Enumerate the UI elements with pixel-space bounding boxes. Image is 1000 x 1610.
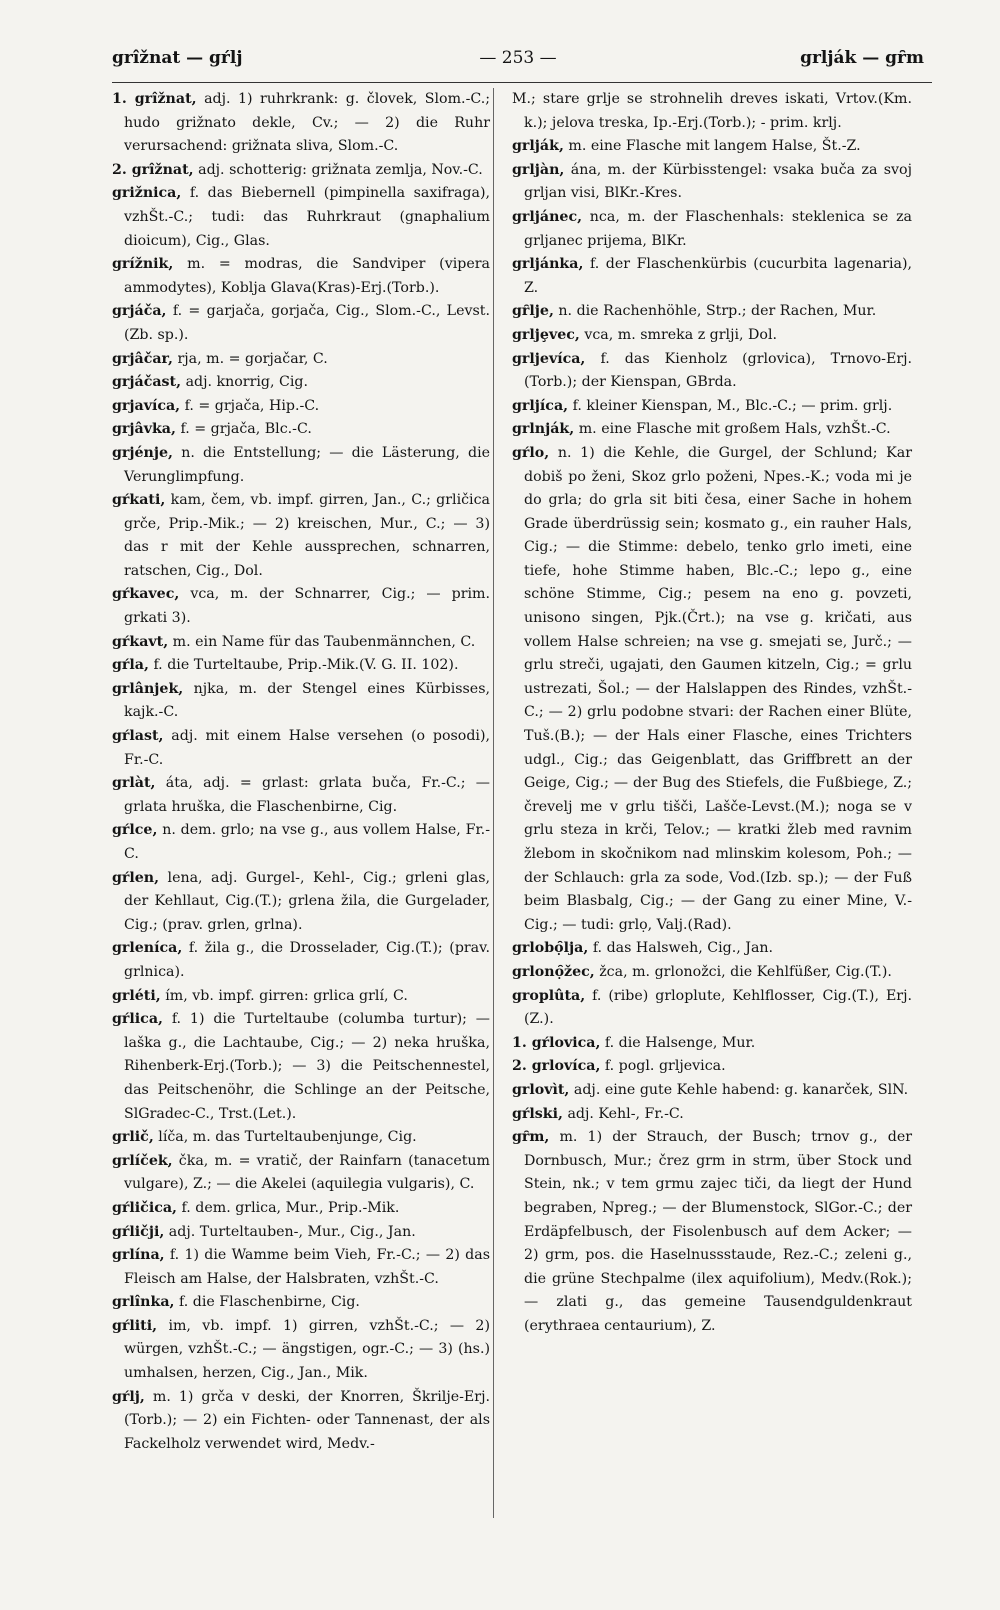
entry-definition: f. 1) die Turteltaube (columba turtur); — laška g., die Lachtaube, Cig.; — 2) neka hruška, Rihenberk-Erj.(Torb.); — 3) die Peitschennestel, das Peitschenöhr, die Schlinge an der Peitsche, SlGradec-C., Trst.(Let.). <box>124 1011 490 1122</box>
entry-definition: m. eine Flasche mit großem Hals, vzhŠt.-C. <box>578 421 891 438</box>
entry-definition: f. pogl. grljevica. <box>604 1058 726 1075</box>
entry-definition: f. die Turteltaube, Prip.-Mik.(V. G. II. 102). <box>153 657 459 674</box>
entry-headword: grižnica, <box>112 185 182 202</box>
dictionary-entry <box>112 654 490 678</box>
entry-definition: líča, m. das Turteltaubenjunge, Cig. <box>158 1129 417 1146</box>
right-column <box>512 88 912 1338</box>
entry-definition: adj. Turteltauben-, Mur., Cig., Jan. <box>168 1223 416 1240</box>
entry-definition: rja, m. = gorjačar, C. <box>177 350 328 367</box>
column-divider <box>493 88 494 1518</box>
entry-headword: grlînka, <box>112 1294 175 1311</box>
header-rule <box>112 82 932 83</box>
dictionary-entry <box>112 418 490 442</box>
entry-headword: grljánka, <box>512 256 584 273</box>
entry-definition: žca, m. grlonožci, die Kehlfüßer, Cig.(T.). <box>599 963 892 980</box>
entry-headword: grjâvka, <box>112 421 176 438</box>
dictionary-entry <box>512 88 912 135</box>
dictionary-entry <box>512 418 912 442</box>
entry-definition: f. kleiner Kienspan, M., Blc.-C.; — prim. grlj. <box>572 397 893 414</box>
dictionary-entry <box>512 395 912 419</box>
dictionary-entry <box>512 985 912 1032</box>
entry-headword: gŕlski, <box>512 1105 563 1122</box>
entry-headword: grlják, <box>512 138 564 155</box>
entry-definition: adj. Kehl-, Fr.-C. <box>567 1105 684 1122</box>
dictionary-entry <box>112 182 490 253</box>
entry-headword: 2. grîžnat, <box>112 161 194 178</box>
entry-definition: čka, m. = vratič, der Rainfarn (tanacetum vulgare), Z.; — die Akelei (aquilegia vulgaris), C. <box>124 1152 491 1193</box>
dictionary-entry <box>112 88 490 159</box>
entry-headword: gȓlje, <box>512 303 554 320</box>
entry-headword: grlína, <box>112 1247 165 1264</box>
dictionary-entry <box>112 867 490 938</box>
running-header <box>112 48 924 76</box>
entry-definition: f. = grjača, Blc.-C. <box>180 421 312 438</box>
entry-definition: f. die Halsenge, Mur. <box>604 1034 756 1051</box>
entry-headword: grjâčar, <box>112 350 173 367</box>
dictionary-entry <box>112 1126 490 1150</box>
dictionary-entry <box>112 1150 490 1197</box>
dictionary-entry <box>512 348 912 395</box>
entry-headword: gŕlce, <box>112 822 158 839</box>
entry-headword: 2. grlovíca, <box>512 1058 601 1075</box>
dictionary-entry <box>112 725 490 772</box>
entry-headword: gŕlast, <box>112 728 164 745</box>
entry-definition: vca, m. smreka z grlji, Dol. <box>584 326 778 343</box>
entry-definition: njka, m. der Stengel eines Kürbisses, kajk.-C. <box>124 680 490 721</box>
dictionary-entry <box>112 348 490 372</box>
entry-headword: gŕkavt, <box>112 633 169 650</box>
entry-definition: n. die Entstellung; — die Lästerung, die Verunglimpfung. <box>124 444 491 485</box>
entry-definition: f. dem. grlica, Mur., Prip.-Mik. <box>181 1199 400 1216</box>
dictionary-entry <box>112 819 490 866</box>
entry-definition: f. (ribe) grloplute, Kehlflosser, Cig.(T.), Erj.(Z.). <box>524 987 912 1028</box>
dictionary-entry <box>112 489 490 583</box>
entry-definition: vca, m. der Schnarrer, Cig.; — prim. grkati 3). <box>124 586 490 627</box>
entry-definition: f. das Halsweh, Cig., Jan. <box>592 940 774 957</box>
entry-headword: gŕlica, <box>112 1011 163 1028</box>
dictionary-entry <box>512 442 912 937</box>
entry-headword: gŕla, <box>112 657 149 674</box>
dictionary-entry <box>512 206 912 253</box>
header-left-guide-words: grîžnat — gŕlj <box>112 48 243 68</box>
entry-headword: groplûta, <box>512 987 586 1004</box>
entry-definition: im, vb. impf. 1) girren, vzhŠt.-C.; — 2) würgen, vzhŠt.-C.; — ängstigen, ogr.-C.; — 3) (hs.) umhalsen, herzen, Cig., Jan., Mik. <box>124 1317 490 1382</box>
dictionary-entry <box>512 1103 912 1127</box>
dictionary-entry <box>112 631 490 655</box>
entry-definition: lena, adj. Gurgel-, Kehl-, Cig.; grleni glas, der Kehllaut, Cig.(T.); grlena žila, die Gurgelader, Cig.; (prav. grlen, grlna). <box>124 869 490 933</box>
dictionary-entry <box>112 772 490 819</box>
entry-headword: 1. grîžnat, <box>112 91 197 107</box>
entry-definition: f. = garjača, gorjača, Cig., Slom.-C., Levst.(Zb. sp.). <box>124 303 491 343</box>
dictionary-entry <box>112 1386 490 1457</box>
dictionary-entry <box>112 395 490 419</box>
entry-headword: grlovìt, <box>512 1081 570 1098</box>
entry-headword: gŕkati, <box>112 492 166 509</box>
page-number: — 253 — <box>479 48 557 68</box>
dictionary-entry <box>112 583 490 630</box>
entry-headword: grljevíca, <box>512 350 586 367</box>
dictionary-entry <box>112 1221 490 1245</box>
entry-definition: adj. 1) ruhrkrank: g. človek, Slom.-C.; hudo grižnato dekle, Cv.; — 2) die Ruhr verursachend: grižnata sliva, Slom.-C. <box>124 91 490 155</box>
entry-headword: gȓm, <box>512 1129 550 1146</box>
entry-definition: n. die Rachenhöhle, Strp.; der Rachen, Mur. <box>558 303 877 320</box>
entry-definition: m. 1) grča v deski, der Knorren, Škrilje-Erj.(Torb.); — 2) ein Fichten- oder Tannenast, der als Fackelholz verwendet wird, Medv.- <box>124 1388 490 1452</box>
dictionary-entry <box>112 937 490 984</box>
dictionary-entry <box>112 300 490 347</box>
entry-definition: ána, m. der Kürbisstengel: vsaka buča za svoj grljan visi, BlKr.-Kres. <box>524 161 912 202</box>
dictionary-entry <box>112 253 490 300</box>
entry-headword: gŕlj, <box>112 1388 145 1405</box>
entry-definition: f. 1) die Wamme beim Vieh, Fr.-C.; — 2) das Fleisch am Halse, der Halsbraten, vzhŠt.-C. <box>124 1247 490 1287</box>
dictionary-entry <box>112 985 490 1009</box>
dictionary-entry <box>512 937 912 961</box>
entry-headword: gŕlo, <box>512 444 550 461</box>
entry-headword: gŕličji, <box>112 1223 165 1240</box>
entry-definition: m. = modras, die Sandviper (vipera ammodytes), Koblja Glava(Kras)-Erj.(Torb.). <box>124 256 490 296</box>
entry-definition: kam, čem, vb. impf. girren, Jan., C.; grličica grče, Prip.-Mik.; — 2) kreischen, Mur., C.; — 3) das r mit der Kehle aussprechen, schnarren, ratschen, Cig., Dol. <box>124 492 490 579</box>
entry-headword: 1. gŕlovica, <box>512 1034 601 1051</box>
entry-headword: grljíca, <box>512 397 569 414</box>
entry-headword: grleníca, <box>112 940 183 957</box>
entry-headword: grížnik, <box>112 256 174 273</box>
entry-headword: grléti, <box>112 987 161 1004</box>
entry-definition: f. das Biebernell (pimpinella saxifraga), vzhŠt.-C.; tudi: das Ruhrkraut (gnaphalium dioicum), Cig., Glas. <box>124 185 490 249</box>
entry-headword: gŕličica, <box>112 1199 177 1216</box>
dictionary-entry <box>112 1244 490 1291</box>
entry-definition: n. 1) die Kehle, die Gurgel, der Schlund; Kar dobiš po ženi, Skoz grlo poženi, Npes.-K.; voda mi je do grla; do grla sit biti česa, einer Sache in hohem Grade überdrüssig sein; kosmato g., ein rauher Hals, Cig.; — die Stimme: debelo, tenko grlo imeti, eine tiefe, hohe Stimme haben, Blc.-C.; lepo g., eine schöne Stimme, Cig.; pesem na eno g. povzeti, unisono singen, Pjk.(Črt.); na vse g. kričati, aus vollem Halse schreien; na vse g. smejati se, Jurč.; — grlu streči, ugajati, den Gaumen kitzeln, Cig.; = grlu ustrezati, Šol.; — der Halslappen des Rindes, vzhŠt.-C.; — 2) grlu podobne stvari: der Rachen einer Blüte, Tuš.(B.); — der Hals einer Flasche, eines Trichters udgl., Cig.; das Geigenblatt, das Griffbrett an der Geige, Cig.; — der Bug des Stiefels, die Fußbiege, Z.; črevelj me v grlu tišči, Lašče-Levst.(M.); noga se v grlu steza in krči, Telov.; — kratki žleb med ravnim žlebom in skočnikom nad mlinskim kolesom, Poh.; — der Schlauch: grla za sode, Vod.(Izb. sp.); — der Fuß beim Blasbalg, Cig.; — der Gang zu einer Mine, V.-Cig.; — tudi: grlọ, Valj.(Rad). <box>524 444 912 933</box>
entry-definition: adj. mit einem Halse versehen (o posodi), Fr.-C. <box>124 728 490 768</box>
entry-headword: grlânjek, <box>112 680 184 697</box>
dictionary-entry <box>512 1032 912 1056</box>
dictionary-entry <box>512 135 912 159</box>
entry-definition: ím, vb. impf. girren: grlica grlí, C. <box>165 987 408 1004</box>
entry-definition: f. die Flaschenbirne, Cig. <box>178 1294 360 1311</box>
entry-headword: grjáča, <box>112 303 167 320</box>
entry-definition: adj. knorrig, Cig. <box>185 374 308 391</box>
entry-headword: grlič, <box>112 1129 154 1146</box>
entry-definition: n. dem. grlo; na vse g., aus vollem Halse, Fr.-C. <box>124 822 490 862</box>
dictionary-entry <box>512 1079 912 1103</box>
entry-headword: grjénje, <box>112 444 173 461</box>
entry-definition: m. ein Name für das Taubenmännchen, C. <box>172 633 476 650</box>
dictionary-entry <box>512 324 912 348</box>
entry-definition: adj. schotterig: grižnata zemlja, Nov.-C. <box>198 161 483 178</box>
entry-headword: grlàt, <box>112 775 156 792</box>
dictionary-entry <box>112 1291 490 1315</box>
dictionary-entry <box>112 371 490 395</box>
dictionary-entry <box>512 1126 912 1338</box>
entry-headword: gŕkavec, <box>112 586 180 603</box>
entry-headword: grljȩvec, <box>512 326 580 343</box>
entry-definition: nca, m. der Flaschenhals: steklenica se za grljanec prijema, BlKr. <box>524 208 912 249</box>
entry-definition: f. der Flaschenkürbis (cucurbita lagenaria), Z. <box>524 256 912 296</box>
entry-headword: grlíček, <box>112 1152 173 1169</box>
dictionary-entry <box>512 159 912 206</box>
entry-headword: grljánec, <box>512 208 583 225</box>
dictionary-entry <box>512 1055 912 1079</box>
entry-headword: gŕlen, <box>112 869 160 886</box>
left-column <box>112 88 490 1456</box>
entry-headword: grlobọ̑lja, <box>512 940 589 957</box>
entry-headword: grlonọ̑žec, <box>512 963 595 980</box>
entry-definition: f. = grjača, Hip.-C. <box>184 397 320 414</box>
entry-definition: f. žila g., die Drosselader, Cig.(T.); (prav. grlnica). <box>124 940 490 980</box>
entry-headword: grlnják, <box>512 421 575 438</box>
entry-headword: grljàn, <box>512 161 565 178</box>
dictionary-entry <box>112 442 490 489</box>
entry-definition: m. eine Flasche mit langem Halse, Št.-Z. <box>568 138 861 155</box>
dictionary-entry <box>512 300 912 324</box>
dictionary-entry <box>112 1197 490 1221</box>
dictionary-entry <box>112 1315 490 1386</box>
entry-headword: grjáčast, <box>112 374 182 391</box>
dictionary-entry <box>112 159 490 183</box>
entry-definition: f. das Kienholz (grlovica), Trnovo-Erj.(Torb.); der Kienspan, GBrda. <box>524 350 913 391</box>
entry-headword: gŕliti, <box>112 1317 158 1334</box>
header-right-guide-words: grlják — gȓm <box>800 48 924 68</box>
entry-definition: M.; stare grlje se strohnelih dreves iskati, Vrtov.(Km. k.); jelova treska, Ip.-Erj.(Torb.); - prim. krlj. <box>512 91 912 131</box>
dictionary-entry <box>112 678 490 725</box>
entry-definition: adj. eine gute Kehle habend: g. kanarček, SlN. <box>573 1081 909 1098</box>
entry-headword: grjavíca, <box>112 397 181 414</box>
dictionary-entry <box>112 1008 490 1126</box>
entry-definition: áta, adj. = grlast: grlata buča, Fr.-C.; — grlata hruška, die Flaschenbirne, Cig. <box>124 775 490 815</box>
entry-definition: m. 1) der Strauch, der Busch; trnov g., der Dornbusch, Mur.; črez grm in strm, über Stock und Stein, nk.; v tem grmu zajec tiči, da liegt der Hund begraben, Npreg.; — der Blumenstock, SlGor.-C.; der Erdäpfelbusch, der Fisolenbusch auf dem Acker; — 2) grm, pos. die Haselnussstaude, Rez.-C.; zeleni g., die grüne Stechpalme (ilex aquifolium), Medv.(Rok.); — zlati g., das gemeine Tausendguldenkraut (erythraea centaurium), Z. <box>524 1129 912 1334</box>
dictionary-entry <box>512 961 912 985</box>
dictionary-entry <box>512 253 912 300</box>
